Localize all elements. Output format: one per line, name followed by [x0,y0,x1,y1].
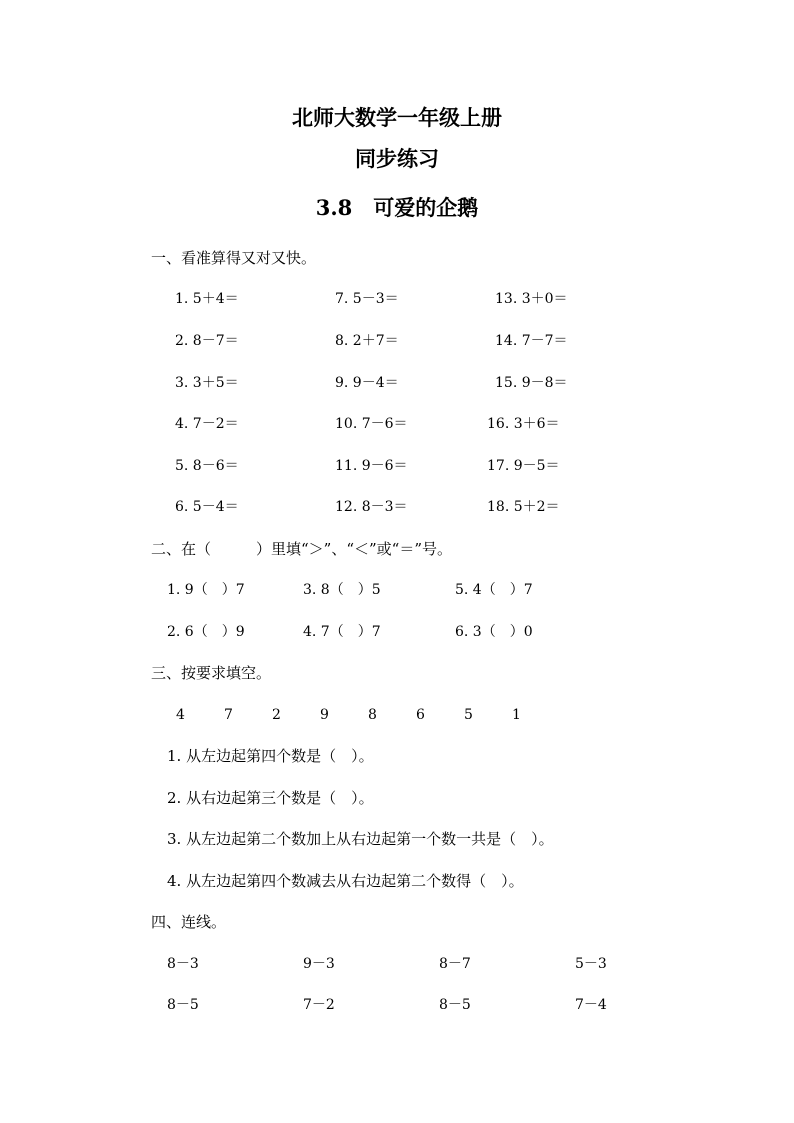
match-expression: 9－3 [303,956,335,972]
section1-heading: 一、看准算得又对又快。 [151,249,317,267]
comparison-item: 2. 6（ ）9 [167,624,245,640]
problem: 6. 5－4＝ [175,499,239,515]
comparison-item: 1. 9（ ）7 [167,582,245,598]
problem: 18. 5＋2＝ [487,499,560,515]
number-sequence-item: 4 [176,707,185,723]
question: 3. 从左边起第二个数加上从右边起第一个数一共是（ ）。 [167,830,554,848]
section3-heading: 三、按要求填空。 [151,664,272,682]
problem: 11. 9－6＝ [335,458,408,474]
question: 4. 从左边起第四个数减去从右边起第二个数得（ ）。 [167,872,524,890]
worksheet-title: 北师大数学一年级上册 [292,105,502,130]
match-expression: 5－3 [575,956,607,972]
number-sequence-item: 9 [320,707,329,723]
match-expression: 7－4 [575,997,607,1013]
problem: 17. 9－5＝ [487,458,560,474]
number-sequence-item: 5 [464,707,473,723]
match-expression: 7－2 [303,997,335,1013]
problem: 3. 3＋5＝ [175,375,239,391]
problem: 15. 9－8＝ [495,375,568,391]
comparison-item: 5. 4（ ）7 [455,582,533,598]
question: 2. 从右边起第三个数是（ ）。 [167,789,374,807]
lesson-title: 3.8 可爱的企鹅 [315,195,479,220]
problem: 14. 7－7＝ [495,333,568,349]
problem: 10. 7－6＝ [335,416,408,432]
match-expression: 8－5 [167,997,199,1013]
match-expression: 8－5 [439,997,471,1013]
number-sequence-item: 6 [416,707,425,723]
problem: 1. 5＋4＝ [175,291,239,307]
worksheet-subtitle: 同步练习 [355,146,439,171]
problem: 13. 3＋0＝ [495,291,568,307]
number-sequence-item: 7 [224,707,233,723]
problem: 12. 8－3＝ [335,499,408,515]
problem: 5. 8－6＝ [175,458,239,474]
section4-heading: 四、连线。 [151,913,227,931]
comparison-item: 4. 7（ ）7 [303,624,381,640]
problem: 4. 7－2＝ [175,416,239,432]
problem: 7. 5－3＝ [335,291,399,307]
comparison-item: 6. 3（ ）0 [455,624,533,640]
section2-heading: 二、在（ ）里填“＞”、“＜”或“＝”号。 [151,540,453,558]
number-sequence-item: 2 [272,707,281,723]
problem: 2. 8－7＝ [175,333,239,349]
problem: 8. 2＋7＝ [335,333,399,349]
problem: 9. 9－4＝ [335,375,399,391]
question: 1. 从左边起第四个数是（ ）。 [167,747,374,765]
number-sequence-item: 1 [512,707,521,723]
match-expression: 8－3 [167,956,199,972]
comparison-item: 3. 8（ ）5 [303,582,381,598]
number-sequence-item: 8 [368,707,377,723]
match-expression: 8－7 [439,956,471,972]
problem: 16. 3＋6＝ [487,416,560,432]
